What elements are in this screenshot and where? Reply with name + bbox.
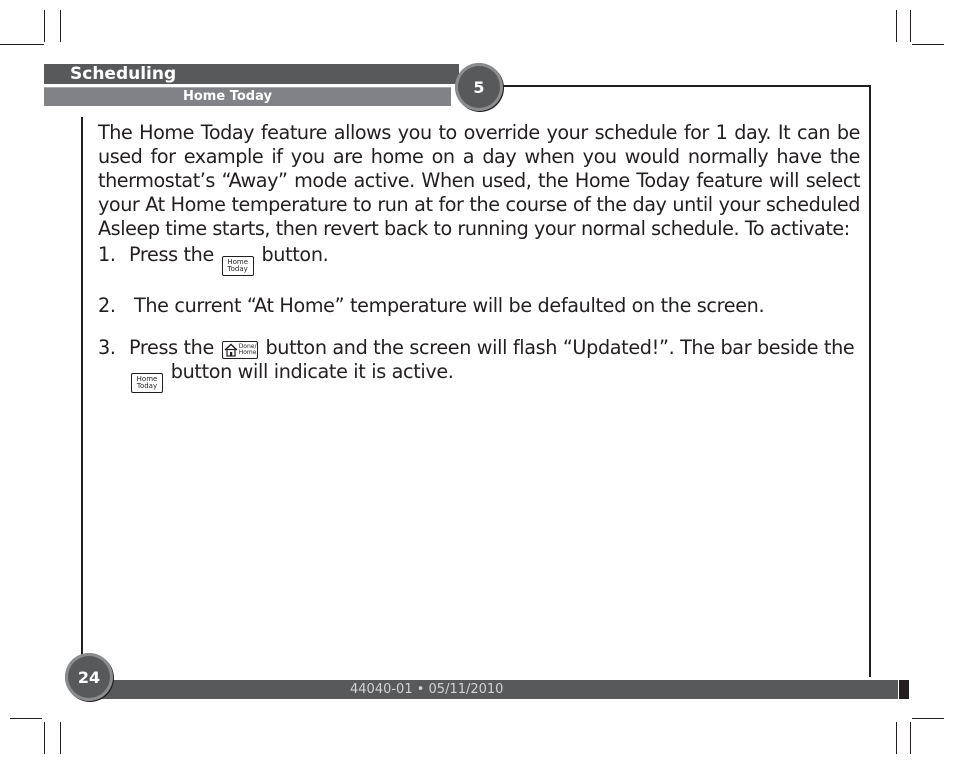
icon-label-line1: Home — [136, 375, 158, 383]
page-content — [98, 121, 860, 393]
step-1 — [98, 243, 860, 276]
step-text: Press the — [129, 336, 214, 359]
page-border-left — [81, 117, 83, 657]
step-text: The current “At Home” temperature will be defaulted on the screen. — [134, 294, 765, 317]
footer-end-block — [899, 680, 909, 699]
footer-bar — [96, 680, 898, 699]
step-text: Press the — [129, 243, 214, 266]
icon-label-line1: Home — [227, 258, 249, 266]
step-number: 1. — [98, 243, 116, 266]
house-icon — [224, 343, 238, 357]
crop-mark-bottom-left-v2 — [60, 722, 61, 754]
subsection-title: Home Today — [183, 89, 272, 104]
page-border-top — [503, 85, 871, 87]
intro-paragraph: The Home Today feature allows you to override your schedule for 1 day. It can be used for example if you are home on a day when you would normally have the thermostat’s “Away” mode active. When used, the Home Today feature will select your At Home temperature to run at for the course of the day until your scheduled Asleep time starts, then revert back to running your normal schedule. To activate: — [98, 121, 860, 240]
icon-label-line1: Done/ — [238, 342, 257, 350]
section-number-badge: 5 — [455, 63, 503, 111]
crop-mark-top-left-v2 — [60, 10, 61, 42]
step-3 — [98, 336, 860, 393]
crop-mark-bottom-right-h — [912, 718, 944, 719]
crop-mark-top-left-v — [44, 10, 45, 42]
crop-mark-bottom-left-v — [44, 722, 45, 754]
crop-mark-bottom-left-h — [10, 718, 42, 719]
home-today-button-icon — [131, 373, 163, 393]
home-today-button-icon — [222, 256, 254, 276]
step-2 — [98, 294, 860, 318]
done-home-button-icon — [222, 341, 258, 359]
crop-mark-bottom-right-v2 — [910, 722, 911, 754]
crop-mark-top-right-h — [912, 44, 944, 45]
icon-label-line2: Today — [136, 382, 158, 390]
crop-mark-top-right-v — [896, 10, 897, 42]
step-number: 2. — [98, 294, 116, 317]
step-number: 3. — [98, 336, 116, 359]
icon-label-line2: Home — [238, 349, 257, 356]
step-text: button. — [261, 243, 329, 266]
subsection-header-bar — [44, 87, 451, 106]
section-header-bar — [44, 64, 459, 84]
step-text: button will indicate it is active. — [170, 360, 454, 383]
crop-mark-top-left-h2 — [12, 44, 44, 45]
page-number-badge: 24 — [65, 653, 113, 701]
crop-mark-top-right-v2 — [910, 10, 911, 42]
crop-mark-bottom-right-v — [896, 722, 897, 754]
page-border-right — [869, 85, 871, 677]
document-reference: 44040-01 • 05/11/2010 — [350, 682, 504, 697]
section-title: Scheduling — [70, 64, 177, 84]
step-text: button and the screen will flash “Updated!”. The bar beside the — [265, 336, 855, 359]
icon-label-line2: Today — [227, 265, 248, 273]
